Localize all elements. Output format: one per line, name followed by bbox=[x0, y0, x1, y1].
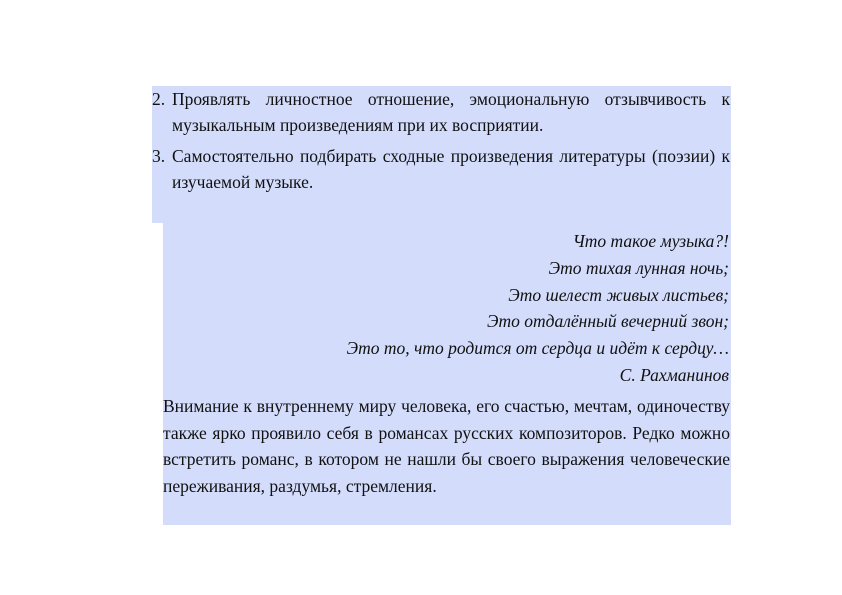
poem-line: Это то, что родится от сердца и идёт к сердцу… bbox=[346, 338, 729, 359]
numbered-list bbox=[152, 86, 730, 195]
poem-line: Это тихая лунная ночь; bbox=[548, 257, 729, 278]
poem-author: С. Рахманинов bbox=[619, 364, 729, 385]
list-item bbox=[152, 143, 730, 195]
poem-line: Что такое музыка?! bbox=[572, 231, 729, 251]
poem-line: Это отдалённый вечерний звон; bbox=[487, 311, 729, 332]
epigraph bbox=[163, 228, 729, 389]
list-item-number: 3. bbox=[152, 146, 166, 166]
list-item-text: Самостоятельно подбирать сходные произведения литературы (поэзии) к изучаемой музыке. bbox=[172, 146, 730, 192]
list-item-text: Проявлять личностное отношение, эмоциональную отзывчивость к музыкальным произведениям при их восприятии. bbox=[172, 89, 730, 135]
list-item bbox=[152, 86, 730, 138]
poem-line: Это шелест живых листьев; bbox=[508, 284, 729, 305]
list-item-number: 2. bbox=[152, 89, 166, 109]
body-paragraph: Внимание к внутреннему миру человека, его счастью, мечтам, одиночеству также ярко проявило себя в романсах русских композиторов. Редко можно встретить романс, в котором не нашли бы своего выражения человеческие переживания, раздумья, стремления. bbox=[163, 396, 730, 496]
